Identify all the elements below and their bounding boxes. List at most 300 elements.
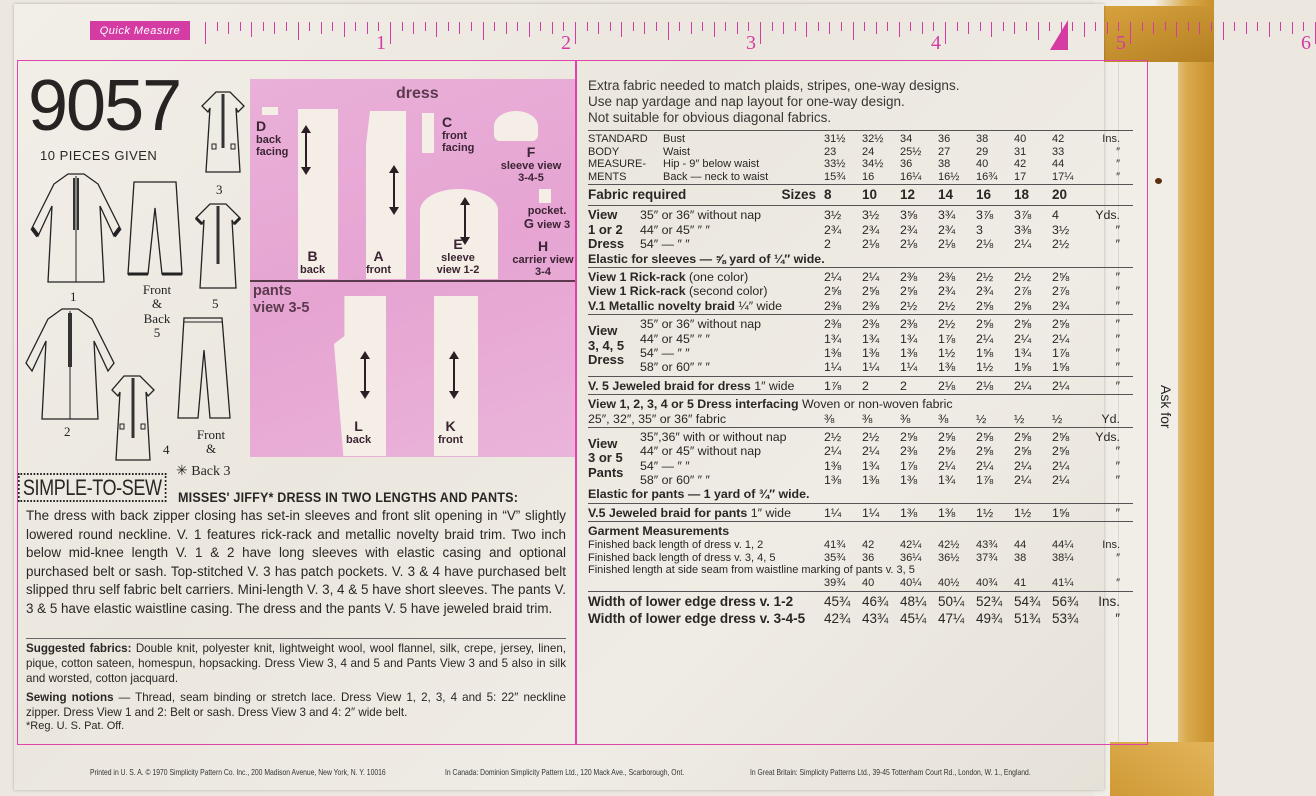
ruler-tick (1257, 22, 1258, 31)
ruler-tick (795, 22, 796, 31)
lower-edge-widths (588, 591, 1133, 629)
ruler-tick (587, 22, 588, 31)
cell-value: 43¾ (862, 610, 889, 626)
sewing-notions: Sewing notions — Thread, seam binding or stretch lace. Dress View 1, 2, 3, 4 and 5: 22″ neckline zipper. Dress View 1 and 2: Belt or sash. Dress View 3 and 4: 2″ wide belt. (26, 691, 566, 719)
section-divider (26, 638, 566, 639)
grainline-arrow (453, 357, 455, 393)
view-1-dress-sketch (28, 170, 124, 288)
jeweled-braid-dress (588, 376, 1133, 394)
cell-value: 1¼ (862, 360, 880, 375)
cell-value: 2⅝ (1052, 269, 1070, 284)
ruler-tick (691, 22, 692, 34)
ruler-tick (980, 22, 981, 31)
cell-unit: ″ (1115, 610, 1120, 626)
view-2-dress-sketch (22, 305, 118, 423)
cell-value: 2¼ (1014, 458, 1032, 473)
ruler-tick (298, 22, 299, 40)
ruler-tick (679, 22, 680, 31)
ruler-number: 1 (376, 32, 386, 54)
view-4-dress-sketch (106, 372, 160, 464)
cell-unit: Ins. (1098, 593, 1120, 609)
ruler-tick (748, 22, 749, 31)
view-1-label: 1 (70, 289, 77, 304)
cell-value: 1¾ (1014, 345, 1032, 360)
row-label: 44″ or 45″ ″ ″ (640, 331, 710, 346)
cell-value: 2 (824, 237, 831, 252)
cell-unit: ″ (1115, 317, 1120, 332)
cell-unit: ″ (1115, 269, 1120, 284)
cell-value: 2⅝ (938, 429, 956, 444)
ruler-tick (1211, 22, 1212, 31)
cell-value: 2⅝ (1052, 317, 1070, 332)
ruler-tick (1049, 22, 1050, 31)
cell-value: 40 (862, 577, 875, 590)
row-label: 44″ or 45″ without nap (640, 444, 762, 459)
piece-k-label: K front (438, 418, 464, 447)
cell-value: 56¾ (1052, 593, 1079, 609)
cell-value: 2⅛ (900, 237, 918, 252)
cell-value: 38¼ (1052, 551, 1074, 564)
ruler-tick (378, 22, 379, 31)
piece-a-label: A front (366, 248, 392, 277)
ruler-tick (1095, 22, 1096, 31)
cell-value: ½ (1014, 411, 1025, 426)
registered-trademark-note: *Reg. U. S. Pat. Off. (26, 720, 125, 732)
ruler-tick (575, 22, 576, 44)
cell-value: 1¾ (938, 473, 956, 488)
ruler-tick (529, 22, 530, 37)
cell-value: 2⅜ (862, 298, 880, 313)
cell-value: 51¾ (1014, 610, 1041, 626)
ruler-tick (714, 22, 715, 37)
cell-value: 42¼ (900, 539, 922, 552)
cell-value: 2½ (976, 269, 994, 284)
piece-d-label: D back facing (256, 118, 289, 159)
cell-value: 2⅝ (938, 444, 956, 459)
table-row (588, 379, 1133, 393)
row-label: 54″ — ″ ″ (640, 458, 690, 473)
row-label: 35″,36″ with or without nap (640, 429, 787, 444)
cell-unit: ″ (1116, 577, 1120, 590)
cell-unit: ″ (1115, 444, 1120, 459)
view-2-label: 2 (64, 424, 71, 439)
table-row (640, 444, 1133, 458)
row-label: Elastic for sleeves — ⅝ yard of ¼″ wide. (588, 251, 825, 266)
cell-value: 2⅜ (900, 317, 918, 332)
cell-value: 1⅝ (1052, 360, 1070, 375)
cell-value: 1⅜ (862, 473, 880, 488)
table-row (588, 412, 1133, 426)
cell-value: 37¾ (976, 551, 998, 564)
cell-value: 2½ (938, 298, 956, 313)
cell-value: 2¾ (862, 222, 880, 237)
cell-value: ⅜ (900, 411, 911, 426)
table-row (640, 208, 1133, 222)
ruler-tick (1188, 22, 1189, 31)
ruler-tick (1038, 22, 1039, 40)
cell-value: 3⅞ (976, 208, 994, 223)
ruler-tick (887, 22, 888, 31)
ruler-number: 4 (931, 32, 941, 54)
ruler-tick (332, 22, 333, 31)
quick-measure-badge: Quick Measure (90, 21, 190, 40)
ruler-tick (402, 22, 403, 31)
cell-value: 40¼ (900, 577, 922, 590)
cell-value: 1⅞ (900, 458, 918, 473)
view-5-label: 5 (212, 296, 219, 311)
cell-value: 2⅝ (976, 317, 994, 332)
cell-value: 3⅜ (1014, 222, 1032, 237)
view-3-label: 3 (216, 182, 223, 197)
ruler-tick (355, 22, 356, 31)
ruler-tick (217, 22, 218, 31)
ruler-tick (1084, 22, 1085, 37)
cell-value: 1⅜ (824, 345, 842, 360)
cell-value: 36¼ (900, 551, 922, 564)
cell-value: 1¼ (862, 505, 880, 520)
cell-value: 3½ (862, 208, 880, 223)
cell-value: 1¾ (900, 331, 918, 346)
group-label: View 1 or 2 Dress (588, 207, 625, 252)
ruler-tick (494, 22, 495, 31)
cell-unit: ″ (1115, 298, 1120, 313)
cell-value: 3⅞ (1014, 208, 1032, 223)
pants-3-5-yardage (588, 427, 1133, 503)
cell-value: 39¾ (824, 577, 846, 590)
ruler-tick (876, 22, 877, 34)
ruler-tick (1153, 22, 1154, 34)
cell-value: 2⅛ (862, 237, 880, 252)
table-row (588, 594, 1133, 611)
cell-value: 3½ (1052, 222, 1070, 237)
cell-value: 41¼ (1052, 577, 1074, 590)
cell-value: 2¼ (862, 444, 880, 459)
ruler-tick (459, 22, 460, 34)
cell-value: 2¼ (1014, 473, 1032, 488)
ruler-number: 5 (1116, 32, 1126, 54)
table-row (640, 332, 1133, 346)
cell-value: 1⅞ (938, 331, 956, 346)
row-label: View 1, 2, 3, 4 or 5 Dress interfacing Woven or non-woven fabric (588, 397, 953, 412)
ruler-number: 6 (1301, 32, 1311, 54)
table-row (588, 487, 1133, 501)
row-label: Garment Measurements (588, 524, 730, 539)
ruler-tick (240, 22, 241, 31)
fabric-notes: Extra fabric needed to match plaids, stripes, one-way designs. Use nap yardage and nap layout for one-way design. Not suitable for obvious diagonal fabrics. (588, 78, 960, 125)
envelope-bottom-corner (1110, 742, 1214, 796)
footer-usa: Printed in U. S. A. © 1970 Simplicity Pattern Co. Inc., 200 Madison Avenue, New York, N. Y. 10016 (90, 767, 386, 777)
grainline-arrow (393, 171, 395, 209)
footer-canada: In Canada: Dominion Simplicity Pattern Ltd., 120 Mack Ave., Scarborough, Ont. (445, 767, 685, 777)
cell-value: 2½ (862, 429, 880, 444)
table-row (588, 299, 1133, 313)
cell-value: 53¾ (1052, 610, 1079, 626)
ruler-tick (425, 22, 426, 31)
envelope-top-corner (1088, 6, 1214, 62)
cell-value: 40½ (938, 577, 960, 590)
ruler-tick (760, 22, 761, 44)
ruler-tick (1234, 22, 1235, 31)
ruler-tick (910, 22, 911, 31)
row-label: Finished back length of dress v. 3, 4, 5 (588, 551, 776, 564)
cell-value: 2⅞ (1014, 284, 1032, 299)
cell-value: 1¼ (824, 505, 842, 520)
cell-value: 2¾ (938, 222, 956, 237)
piece-e-label: E sleeve view 1-2 (436, 236, 480, 277)
cell-value: 1½ (938, 345, 956, 360)
ruler-tick (1303, 22, 1304, 31)
cell-value: 1⅜ (938, 360, 956, 375)
table-row (640, 459, 1133, 473)
ruler-tick (725, 22, 726, 31)
size-header: 8 (824, 187, 832, 203)
cell-value: 2¼ (1052, 331, 1070, 346)
cell-value: 1½ (976, 360, 994, 375)
table-row (640, 317, 1133, 331)
cell-value: 2⅜ (862, 317, 880, 332)
row-label: Elastic for pants — 1 yard of ¾″ wide. (588, 487, 810, 502)
ruler-tick (321, 22, 322, 34)
cell-value: 2¼ (862, 269, 880, 284)
cell-value: 1⅞ (976, 473, 994, 488)
cell-value: ½ (976, 411, 987, 426)
cell-unit: ″ (1115, 345, 1120, 360)
row-label: Width of lower edge dress v. 1-2 (588, 593, 794, 609)
cell-value: 40¾ (976, 577, 998, 590)
ruler-tick (957, 22, 958, 31)
ruler-tick (309, 22, 310, 31)
group-label: View 3 or 5 Pants (588, 435, 624, 480)
cell-unit: ″ (1115, 378, 1120, 393)
cell-value: 2¼ (824, 444, 842, 459)
fabric-required-header: Fabric required Sizes 8 10 12 14 16 18 20 (588, 184, 1133, 205)
table-row (588, 611, 1133, 628)
view-3-dress-sketch (198, 88, 248, 176)
ruler-tick (829, 22, 830, 34)
pattern-number: 9057 (28, 66, 181, 146)
jeweled-braid-pants (588, 503, 1133, 521)
description-body: The dress with back zipper closing has set-in sleeves and front slit opening in “V” slightly lowered round neckline. V. 1 features rick-rack and metallic novelty braid trim. Two inch below mid-knee length V. 1 & 2 have long sleeves with elastic casing and optional purchased belt or sash. Top-stitched V. 3 has patch pockets. V. 3 & 4 have purchased belt slipped thru self fabric belt carriers. Mini-length V. 3, 4 & 5 have short sleeves. The pants V. 3 & 5 have elastic waistline casing. The dress and the pants V. 5 have jeweled braid trim. (26, 508, 566, 616)
cell-value: 2¾ (1052, 298, 1070, 313)
table-row (640, 346, 1133, 360)
cell-value: 41¾ (824, 539, 846, 552)
ruler-tick (1269, 22, 1270, 37)
cell-value: 36 (862, 551, 875, 564)
cell-value: 2⅛ (938, 378, 956, 393)
size-header: 14 (938, 187, 954, 203)
ruler-tick (841, 22, 842, 31)
cell-unit: ″ (1115, 284, 1120, 299)
table-row (588, 564, 1133, 577)
ruler-tick (483, 22, 484, 40)
pieces-given: 10 PIECES GIVEN (40, 148, 158, 163)
cell-value: 50¼ (938, 593, 965, 609)
ruler-tick (783, 22, 784, 34)
piece-l-label: L back (346, 418, 372, 447)
panel-divider (250, 280, 575, 282)
cell-value: 2¼ (1014, 237, 1032, 252)
piece-h-label: H carrier view 3-4 (512, 238, 574, 279)
ruler-tick (899, 22, 900, 37)
view-3-pants-label: Front & (196, 427, 226, 457)
row-label: 54″ — ″ ″ (640, 237, 690, 252)
table-row: STANDARD Bust 31½ 32½ 34 36 38 40 42 Ins. (588, 133, 1120, 145)
table-row (588, 524, 1133, 539)
ruler-tick (668, 22, 669, 40)
cell-value: 4 (1052, 208, 1059, 223)
cell-unit: ″ (1116, 551, 1120, 564)
size-header: 16 (976, 187, 992, 203)
cell-value: 1⅜ (824, 458, 842, 473)
cell-value: 2½ (900, 298, 918, 313)
table-row (588, 397, 1133, 411)
ruler-tick (205, 22, 206, 44)
cell-value: 1⅝ (1052, 505, 1070, 520)
ruler-tick (436, 22, 437, 37)
cell-value: 2⅜ (900, 269, 918, 284)
ruler-tick (517, 22, 518, 31)
cell-unit: ″ (1115, 473, 1120, 488)
table-row (640, 237, 1133, 251)
grainline-arrow (364, 357, 366, 393)
cell-value: ⅜ (862, 411, 873, 426)
dress-3-4-5-yardage (588, 314, 1133, 376)
stain-mark (1155, 178, 1162, 184)
cell-value: 2½ (938, 317, 956, 332)
cell-unit: Ins. (1102, 539, 1120, 552)
cell-value: 1⅞ (824, 378, 842, 393)
cell-unit: ″ (1115, 360, 1120, 375)
ruler-tick (933, 22, 934, 31)
ruler-tick (633, 22, 634, 31)
cell-value: 2¼ (938, 458, 956, 473)
ruler-tick (1292, 22, 1293, 34)
cell-value: 47¼ (938, 610, 965, 626)
cell-value: 1⅜ (938, 505, 956, 520)
row-label: 35″ or 36″ without nap (640, 208, 762, 223)
cell-value: 2¼ (1014, 378, 1032, 393)
body-measurements-table (588, 130, 1133, 184)
ruler-tick (656, 22, 657, 31)
cell-value: 2⅝ (1014, 317, 1032, 332)
table-row (640, 473, 1133, 487)
cell-value: 2¼ (976, 331, 994, 346)
cell-value: 2½ (1052, 237, 1070, 252)
ruler-tick (1165, 22, 1166, 31)
cell-value: 3⅝ (900, 208, 918, 223)
ruler-tick (922, 22, 923, 34)
dress-pieces-title: dress (396, 85, 439, 102)
cell-value: 2⅝ (976, 298, 994, 313)
piece-d-shape (262, 107, 278, 115)
ruler-tick (610, 22, 611, 31)
row-label: 35″ or 36″ without nap (640, 317, 762, 332)
ask-for-text: Ask for (1158, 385, 1174, 429)
cell-value: 2⅞ (1052, 284, 1070, 299)
ruler-tick (471, 22, 472, 31)
ruler-tick (1246, 22, 1247, 34)
cell-value: 1½ (976, 505, 994, 520)
table-row (640, 223, 1133, 237)
cell-value: 48¼ (900, 593, 927, 609)
ruler-tick (1223, 22, 1224, 40)
ruler-tick (251, 22, 252, 37)
ruler-tick (263, 22, 264, 31)
cell-value: 2¼ (1014, 331, 1032, 346)
ruler-tick (1130, 22, 1131, 44)
cell-value: 49¾ (976, 610, 1003, 626)
row-label: Finished length at side seam from waistline marking of pants v. 3, 5 (588, 564, 915, 577)
cell-value: 2¾ (824, 222, 842, 237)
cell-value: 54¾ (1014, 593, 1041, 609)
cell-value: 2⅛ (976, 237, 994, 252)
cell-value: 45¾ (824, 593, 851, 609)
cell-value: 2¼ (1052, 473, 1070, 488)
row-label: V. 5 Jeweled braid for dress 1″ wide (588, 378, 795, 393)
ruler-tick (344, 22, 345, 37)
piece-c-label: C front facing (442, 114, 475, 155)
piece-f-label: F sleeve view 3-4-5 (500, 144, 562, 185)
cell-value: ½ (1052, 411, 1063, 426)
cell-value: 1¼ (824, 360, 842, 375)
cell-value: 2⅝ (1014, 429, 1032, 444)
cell-value: 3 (976, 222, 983, 237)
piece-f-shape (494, 111, 538, 141)
cell-value: 2⅝ (976, 444, 994, 459)
cell-unit: ″ (1115, 505, 1120, 520)
cell-value: 2½ (824, 429, 842, 444)
dress-1-2-yardage (588, 205, 1133, 267)
cell-value: 1⅜ (900, 505, 918, 520)
row-label: 44″ or 45″ ″ ″ (640, 222, 710, 237)
piece-b-label: B back (300, 248, 326, 277)
row-label: 58″ or 60″ ″ ″ (640, 473, 710, 488)
table-row: MENTS Back — neck to waist 15¾ 16 16¼ 16½ 16¾ 17 17¼ ″ (588, 170, 1120, 183)
garment-measurements (588, 521, 1133, 590)
cell-value: 2⅝ (1052, 429, 1070, 444)
ruler-tick (506, 22, 507, 34)
cell-value: 43¾ (976, 539, 998, 552)
group-label: View 3, 4, 5 Dress (588, 323, 625, 367)
row-label: V.5 Jeweled braid for pants 1″ wide (588, 505, 791, 520)
piece-g-shape (539, 189, 551, 203)
ruler-tick (1142, 22, 1143, 31)
row-label: Width of lower edge dress v. 3-4-5 (588, 610, 806, 626)
ruler-tick (737, 22, 738, 34)
cell-value: 3½ (824, 208, 842, 223)
ruler-tick (274, 22, 275, 34)
row-label: 25″, 32″, 35″ or 36″ fabric (588, 411, 727, 426)
cell-value: 2⅛ (938, 237, 956, 252)
ruler-tick (1072, 22, 1073, 31)
ruler-end-triangle (1050, 20, 1068, 50)
cell-value: 52¾ (976, 593, 1003, 609)
cell-value: 1½ (1014, 505, 1032, 520)
cell-value: 35¾ (824, 551, 846, 564)
ruler-tick (853, 22, 854, 40)
grainline-arrow (305, 131, 307, 169)
cell-value: 46¾ (862, 593, 889, 609)
ruler-tick (563, 22, 564, 31)
ruler-tick (1026, 22, 1027, 31)
cell-value: 2⅜ (824, 317, 842, 332)
cell-value: 2⅛ (976, 378, 994, 393)
ruler-tick (864, 22, 865, 31)
cell-value: ⅜ (938, 411, 949, 426)
cell-value: 2⅜ (938, 269, 956, 284)
ruler-tick (1003, 22, 1004, 31)
cell-value: 44¼ (1052, 539, 1074, 552)
